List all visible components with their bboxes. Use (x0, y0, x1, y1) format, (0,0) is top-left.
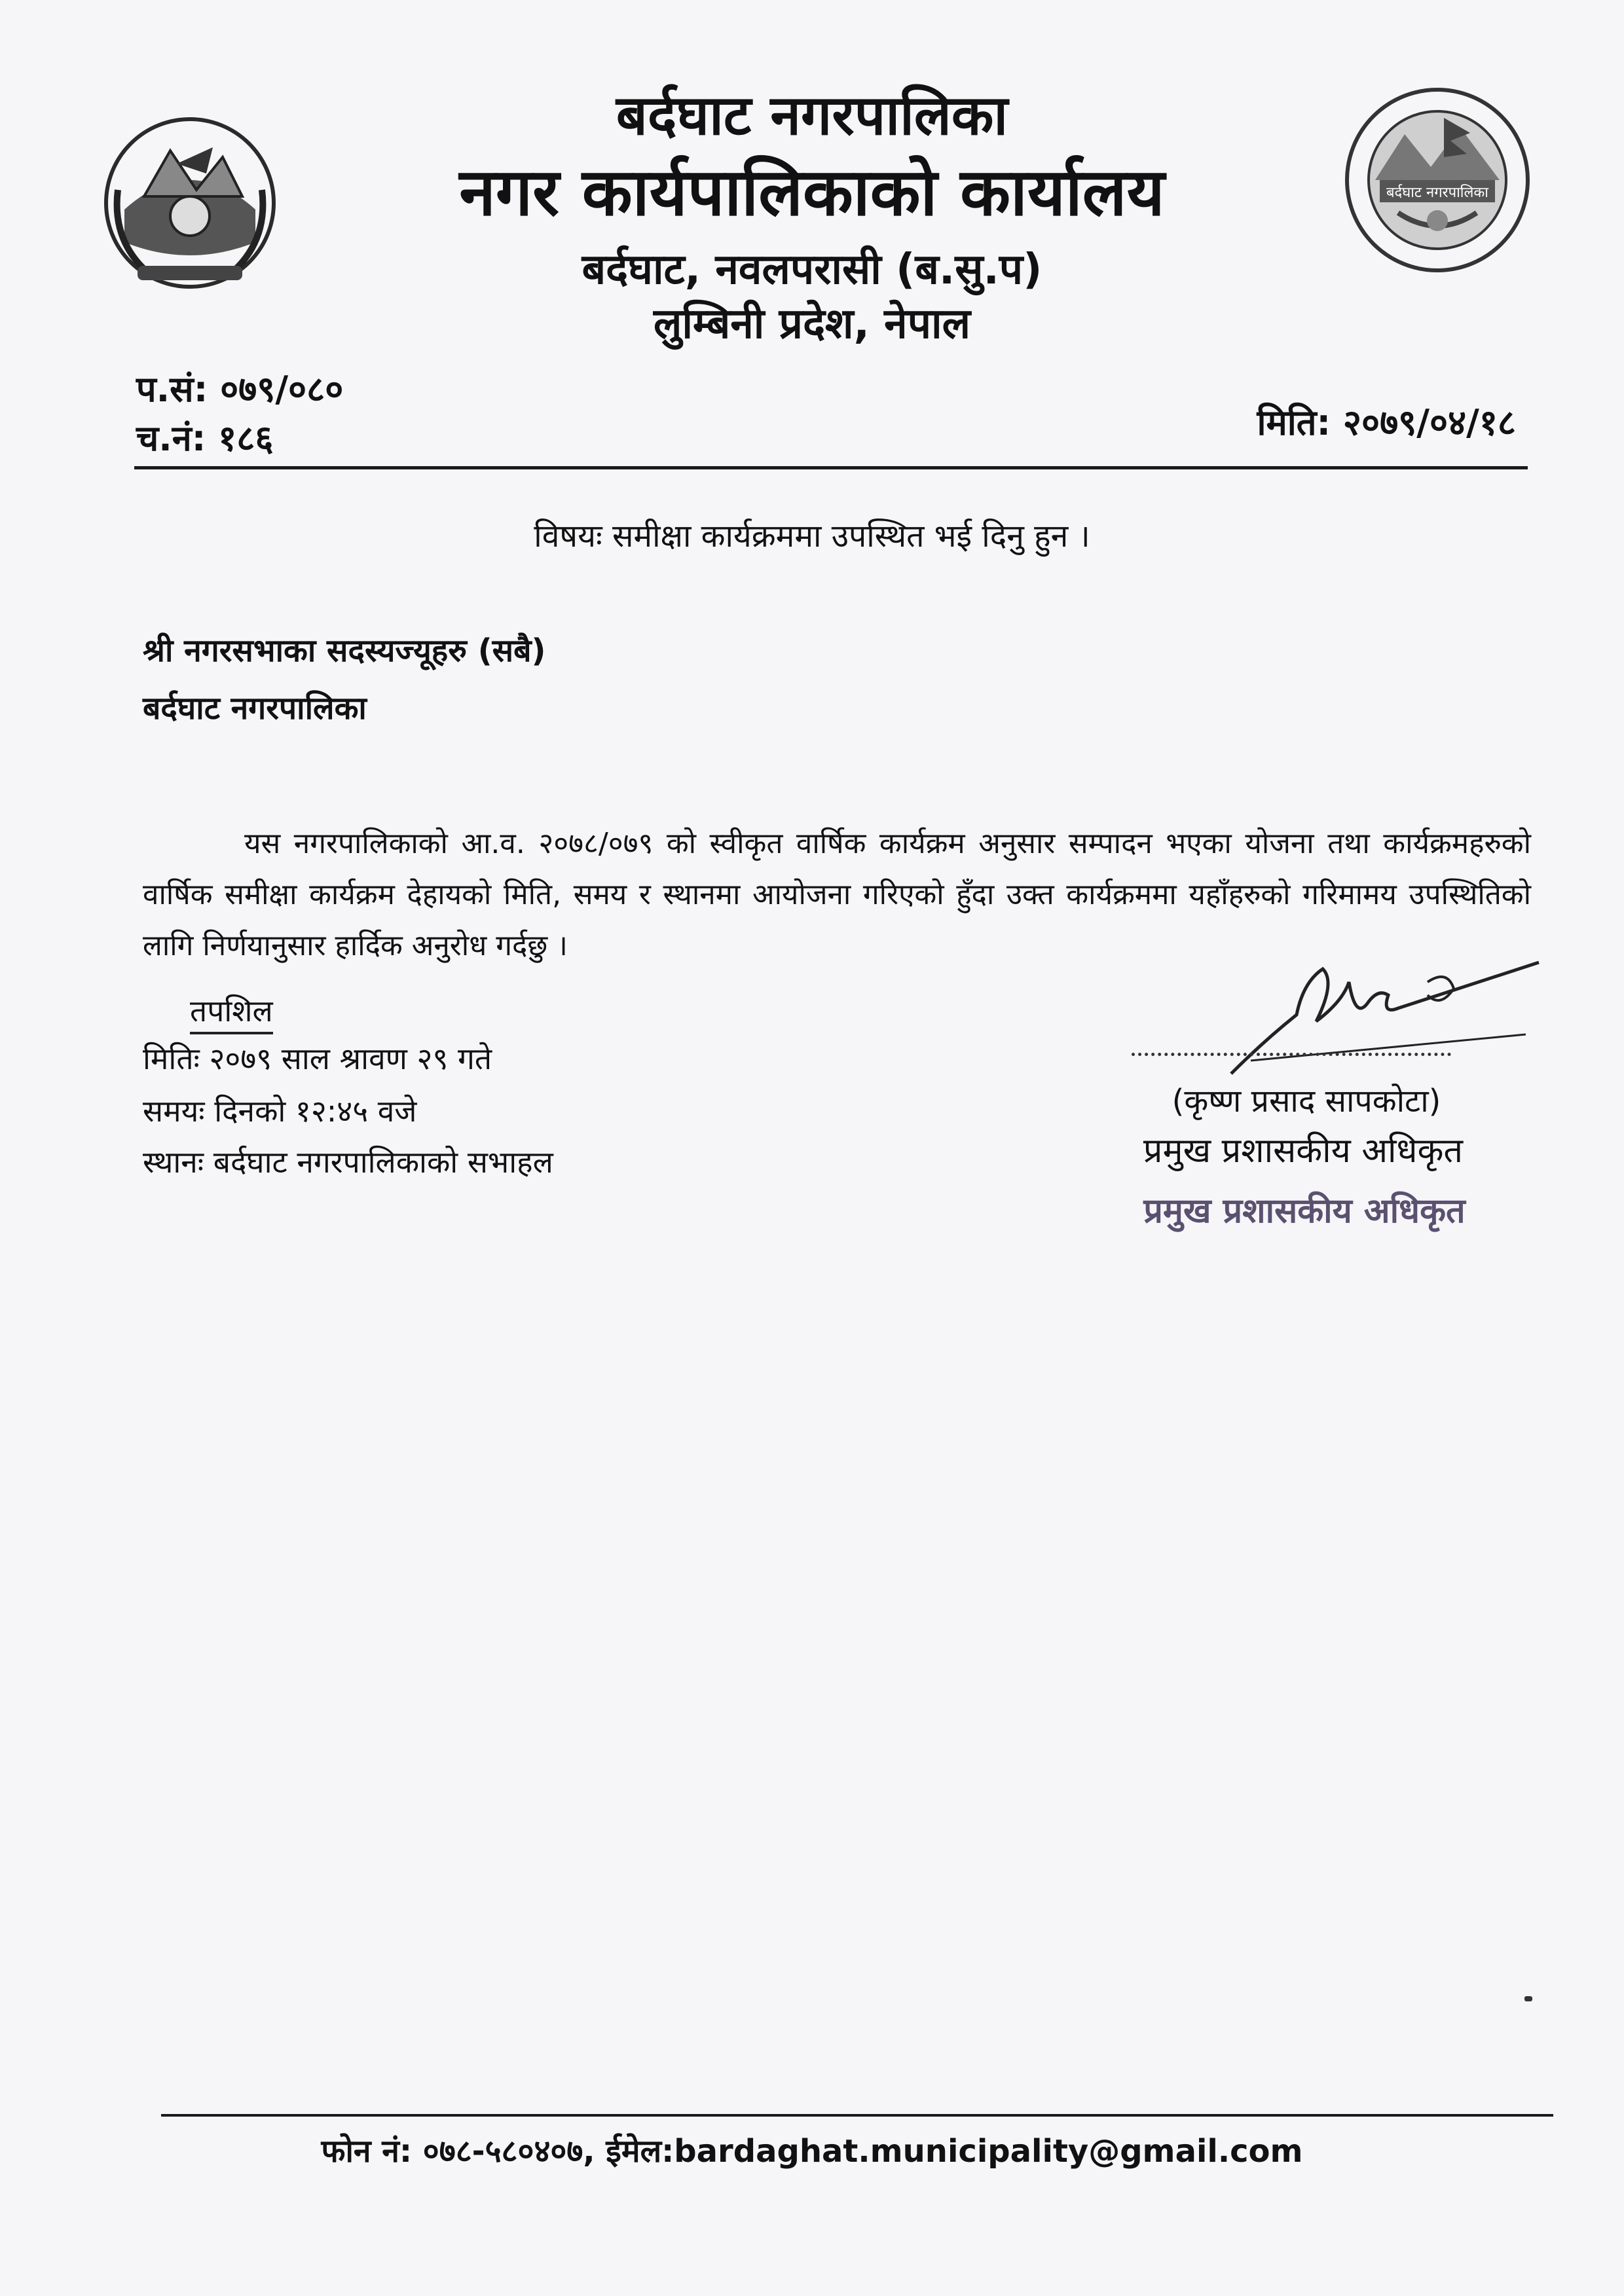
schedule-time: समयः दिनको १२:४५ वजे (143, 1093, 417, 1129)
stray-mark (1524, 1996, 1532, 2001)
designation-stamp: प्रमुख प्रशासकीय अधिकृत (1143, 1192, 1466, 1231)
office-address: बर्दघाट, नवलपरासी (ब.सु.प) (581, 246, 1043, 294)
footer-divider (161, 2114, 1553, 2117)
municipality-name: बर्दघाट नगरपालिका (616, 83, 1008, 147)
body-text: यस नगरपालिकाको आ.व. २०७८/०७९ को स्वीकृत वार्षिक कार्यक्रम अनुसार सम्पादन भएका योजना तथा कार्यक्रमहरुको वार्षिक समीक्षा कार्यक्रम देहायको मिति, समय र स्थानमा आयोजना गरिएको हुँदा उक्त कार्यक्रममा यहाँहरुको गरिमामय उपस्थितिको लागि निर्णयानुसार हार्दिक अनुरोध गर्दछु । (143, 827, 1531, 962)
dispatch-number: च.नं: १८६ (136, 418, 274, 459)
addressee-line: श्री नगरसभाका सदस्यज्यूहरु (सबै) (143, 632, 546, 669)
signature-line (1132, 1053, 1451, 1056)
schedule-heading: तपशिल (190, 990, 273, 1034)
office-name: नगर कार्यपालिकाको कार्यालय (459, 154, 1165, 230)
province-country: लुम्बिनी प्रदेश, नेपाल (653, 300, 971, 348)
logo-caption: बर्दघाट नगरपालिका (1386, 185, 1489, 201)
addressee-org: बर्दघाट नगरपालिका (143, 690, 367, 727)
letter-subject: विषयः समीक्षा कार्यक्रममा उपस्थित भई दिनु हुन । (534, 518, 1090, 555)
schedule-place: स्थानः बर्दघाट नगरपालिकाको सभाहल (143, 1144, 553, 1180)
signatory-name: (कृष्ण प्रसाद सापकोटा) (1172, 1083, 1441, 1120)
signature-icon (1211, 943, 1552, 1093)
footer-contact: फोन नं: ०७८-५८०४०७, ईमेल:bardaghat.municipality@gmail.com (321, 2133, 1303, 2170)
schedule-date: मितिः २०७९ साल श्रावण २९ गते (143, 1041, 492, 1076)
letter-date: मिति: २०७९/०४/१८ (1257, 402, 1516, 443)
header-divider (134, 466, 1528, 469)
signatory-designation: प्रमुख प्रशासकीय अधिकृत (1143, 1131, 1464, 1171)
letter-number: प.सं: ०७९/०८० (136, 369, 344, 410)
